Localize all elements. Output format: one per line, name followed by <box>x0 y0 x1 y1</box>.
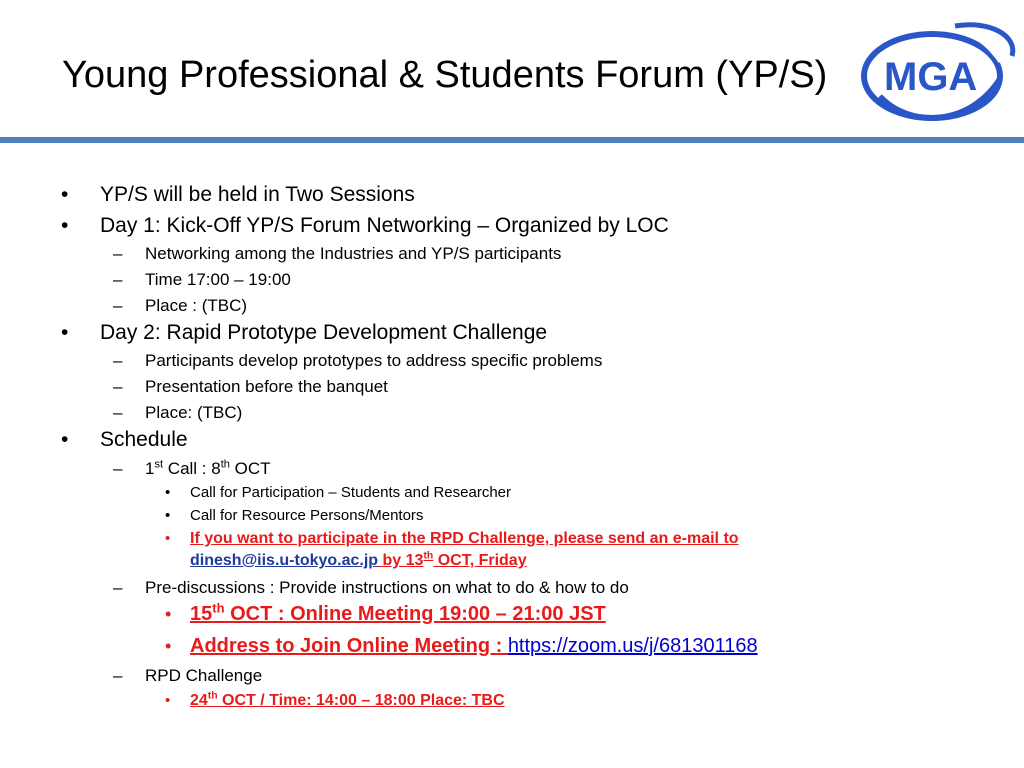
email-link[interactable]: dinesh@iis.u-tokyo.ac.jp <box>190 552 379 569</box>
bullet-schedule: Schedule <box>100 428 188 451</box>
online-meeting: 15th OCT : Online Meeting 19:00 – 21:00 JST <box>190 600 606 625</box>
zoom-link[interactable]: https://zoom.us/j/681301168 <box>507 635 758 657</box>
call-mentors: Call for Resource Persons/Mentors <box>190 507 424 524</box>
bullet-marker: • <box>165 484 171 501</box>
meeting-address: Address to Join Online Meeting : https://zoom.us/j/681301168 <box>190 635 758 657</box>
bullet-marker: • <box>61 428 69 451</box>
dash-marker: – <box>113 377 123 396</box>
bullet-day2: Day 2: Rapid Prototype Development Challenge <box>100 321 548 344</box>
dash-marker: – <box>113 666 123 685</box>
dash-marker: – <box>113 578 123 597</box>
dash-marker: – <box>113 459 123 478</box>
bullet-day1: Day 1: Kick-Off YP/S Forum Networking – Organized by LOC <box>100 214 669 237</box>
pre-discussions: Pre-discussions : Provide instructions on what to do & how to do <box>145 578 629 597</box>
schedule-first-call: 1st Call : 8th OCT <box>145 458 271 478</box>
rpd-participation-notice: If you want to participate in the RPD Challenge, please send an e-mail to <box>190 530 739 547</box>
rpd-challenge: RPD Challenge <box>145 666 263 685</box>
day2-presentation: Presentation before the banquet <box>145 377 388 396</box>
logo-text: MGA <box>884 55 978 99</box>
bullet-marker: • <box>61 214 69 237</box>
bullet-marker: • <box>61 183 69 206</box>
bullet-marker: • <box>165 604 172 624</box>
rpd-email-line: dinesh@iis.u-tokyo.ac.jp by 13th OCT, Friday <box>190 550 527 569</box>
day1-networking: Networking among the Industries and YP/S participants <box>145 244 562 263</box>
slide-title: Young Professional & Students Forum (YP/S) <box>62 54 828 96</box>
day1-place: Place : (TBC) <box>145 296 248 315</box>
rpd-date: 24th OCT / Time: 14:00 – 18:00 Place: TBC <box>190 690 505 709</box>
dash-marker: – <box>113 296 123 315</box>
dash-marker: – <box>113 351 123 370</box>
dash-marker: – <box>113 403 123 422</box>
bullet-sessions: YP/S will be held in Two Sessions <box>100 183 415 206</box>
bullet-marker: • <box>165 507 171 524</box>
day2-place: Place: (TBC) <box>145 403 243 422</box>
call-participation: Call for Participation – Students and Researcher <box>190 484 512 501</box>
bullet-marker: • <box>165 530 171 547</box>
dash-marker: – <box>113 244 123 263</box>
day2-participants: Participants develop prototypes to address specific problems <box>145 351 603 370</box>
bullet-marker: • <box>165 636 172 656</box>
dash-marker: – <box>113 270 123 289</box>
day1-time: Time 17:00 – 19:00 <box>145 270 291 289</box>
bullet-marker: • <box>165 692 171 709</box>
bullet-marker: • <box>61 321 69 344</box>
